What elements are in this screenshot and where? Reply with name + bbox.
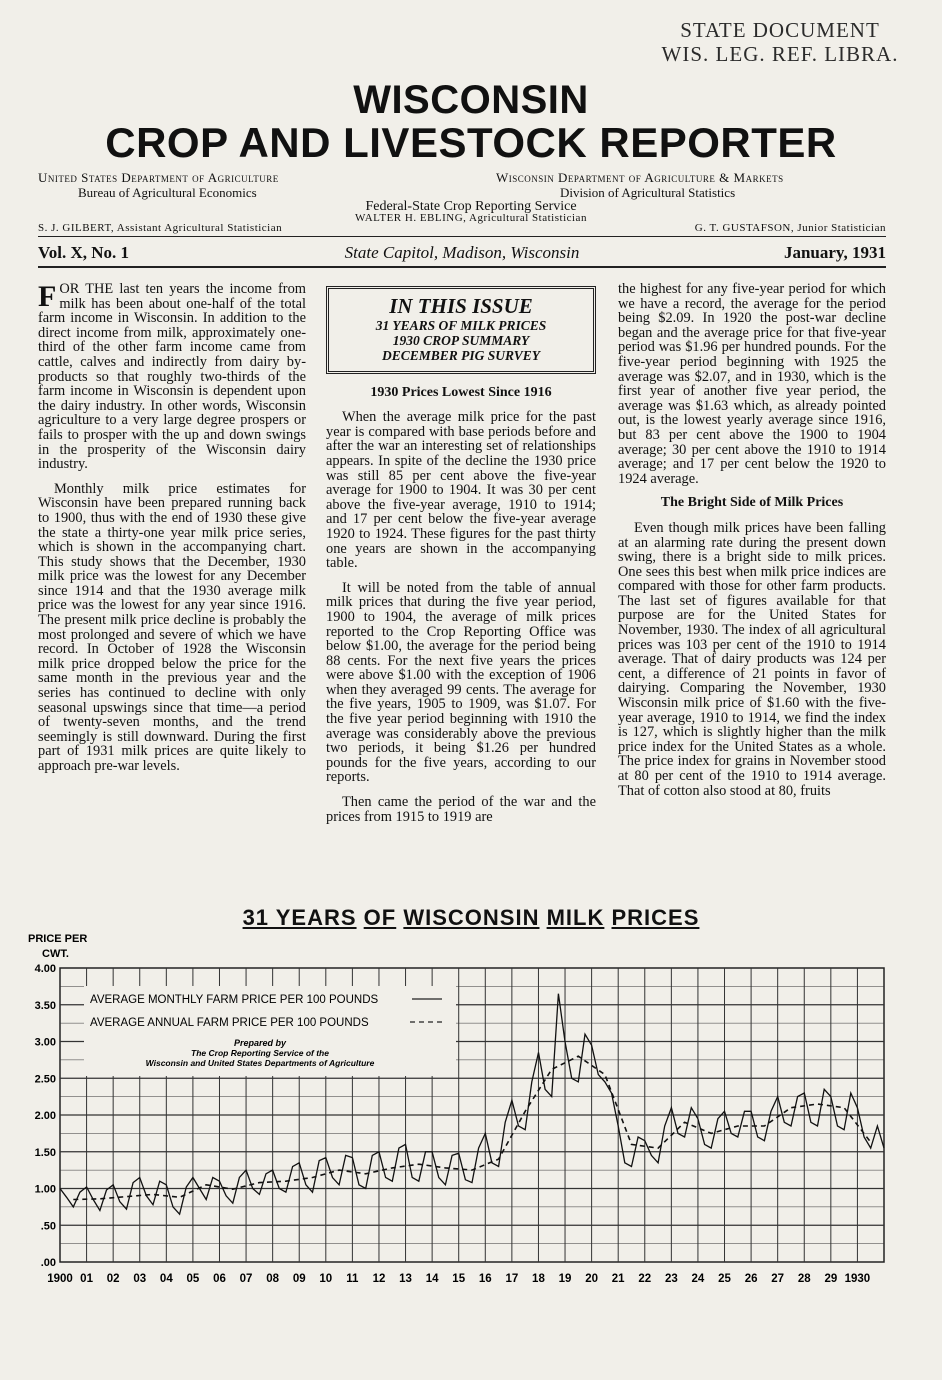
column-1 (38, 282, 306, 784)
y-axis-label-2: CWT. (42, 948, 69, 960)
x-tick-label: 27 (771, 1273, 785, 1285)
y-tick-label: 1.00 (34, 1183, 56, 1196)
x-tick-label: 04 (159, 1273, 173, 1285)
chief-statistician: WALTER H. EBLING, Agricultural Statistician (355, 212, 587, 224)
in-this-issue-box (326, 286, 596, 374)
column-3 (618, 282, 886, 808)
x-tick-label: 28 (797, 1273, 811, 1285)
col3-paragraph-2: Even though milk prices have been falling at an alarming rate during the present down swing, there is a bright side to milk prices. One sees this best when milk price indices are compared with those for other farm products. The last set of figures available for that purpose are for the United States for November, 1930. The index of all agricultural prices was 103 per cent of the 1910 to 1914 average. That of dairy products was 124 per cent, a difference of 21 points in favor of dairying. Comparing the November, 1930 Wisconsin milk price of $1.60 with the five-year average, 1910 to 1914, we find the index is 127, which is slightly higher than the milk price index for the United States as a whole. The price index for grains in November stood at 80 per cent of the 1910 to 1914 average. That of cotton also stood at 80, fruits (618, 519, 886, 799)
das-name: Division of Agricultural Statistics (560, 185, 736, 200)
x-tick-label: 15 (452, 1273, 466, 1285)
x-tick-label: 08 (266, 1273, 280, 1285)
publication-place: State Capitol, Madison, Wisconsin (344, 243, 580, 262)
x-tick-label: 01 (80, 1273, 93, 1285)
chart-title-part-5: PRICES (611, 905, 700, 930)
x-tick-label: 20 (585, 1273, 599, 1285)
legend-label-monthly: AVERAGE MONTHLY FARM PRICE PER 100 POUNDS (90, 994, 379, 1006)
legend-label-annual: AVERAGE ANNUAL FARM PRICE PER 100 POUNDS (90, 1017, 369, 1029)
y-tick-label: .00 (40, 1257, 56, 1269)
masthead-title-2: CROP AND LIVESTOCK REPORTER (105, 119, 837, 166)
x-tick-label: 14 (425, 1273, 439, 1285)
preparer-note-line: Wisconsin and United States Departments of Agriculture (145, 1058, 375, 1068)
x-tick-label: 19 (558, 1273, 572, 1285)
stamp-line-2: WIS. LEG. REF. LIBRA. (661, 42, 899, 66)
junior-statistician: G. T. GUSTAFSON, Junior Statistician (694, 222, 886, 234)
chart-title-part-1: 31 YEARS (242, 905, 357, 930)
masthead (0, 80, 942, 166)
chart-title-part-4: MILK (546, 905, 605, 930)
chart-legend (84, 986, 456, 1076)
assistant-statistician: S. J. GILBERT, Assistant Agricultural Statistician (38, 222, 283, 234)
col1-paragraph-2: Monthly milk price estimates for Wisconsin have been prepared running back to 1900, thus with the end of 1930 these give the state a thirty-one year milk price series, which is shown in the accompanying chart. This study shows that the December, 1930 milk price was the lowest for any December since 1914 and that the 1930 average milk price was the lowest for any year since 1916. The present milk price decline is probably the most prolonged and severe of which we have record. In October of 1928 the Wisconsin milk price dropped below the price for the same month in the previous year and the series has continued to decline with only seasonal upswings since that time—a period of twenty-seven months, and the trend seemingly is still downward. During the first part of 1931 milk prices are quite likely to approach pre-war levels. (38, 480, 306, 774)
y-axis-label: PRICE PER (28, 933, 88, 945)
col3-heading: The Bright Side of Milk Prices (660, 495, 844, 511)
divider-top (38, 236, 886, 237)
preparer-note-line: Prepared by (233, 1038, 287, 1048)
x-tick-label: 09 (292, 1273, 306, 1285)
issue-item-crop-summary: 1930 CROP SUMMARY (392, 332, 530, 348)
divider-bottom (38, 266, 886, 268)
issue-item-milk-prices: 31 YEARS OF MILK PRICES (375, 317, 547, 333)
x-tick-label: 05 (186, 1273, 200, 1285)
y-tick-label: .50 (40, 1220, 56, 1233)
preparer-note-line: The Crop Reporting Service of the (191, 1048, 329, 1058)
x-axis-ticks (47, 1273, 870, 1285)
col2-paragraph-1: When the average milk price for the past year is compared with base periods before and after the war an interesting set of relationships appears. In spite of the decline the 1930 price was still 85 per cent above the five-year average for 1900 to 1904. It was 30 per cent above the five-year average, 1910 to 1914; and 17 per cent below the five-year average 1920 to 1924. These figures for the past thirty one years are shown in the accompanying table. (326, 409, 596, 572)
x-tick-label: 24 (691, 1273, 705, 1285)
chart-title-part-3: WISCONSIN (403, 905, 540, 930)
x-tick-label: 29 (824, 1273, 838, 1285)
y-tick-label: 2.00 (34, 1110, 56, 1122)
volume-number: Vol. X, No. 1 (38, 243, 129, 262)
x-tick-label: 21 (611, 1273, 625, 1285)
x-tick-label: 17 (505, 1273, 519, 1285)
col2-heading: 1930 Prices Lowest Since 1916 (370, 384, 552, 400)
x-tick-label: 25 (718, 1273, 731, 1285)
wdam-name: Wisconsin Department of Agriculture & Markets (496, 170, 784, 185)
x-tick-label: 16 (478, 1273, 492, 1285)
col1-paragraph-1-text: OR THE last ten years the income from milk has been about one-half of the total farm income in Wisconsin. In addition to the direct income from milk, approximately one-third of the other farm income came from cattle, calves and indirectly from dairy by-products so that roughly two-thirds of the farm income in Wisconsin is dependent upon the dairy industry. In other words, Wisconsin agriculture to a very large degree prospers or fails to prosper with the up and down swings in the prosperity of the Wisconsin dairy industry. (38, 281, 306, 473)
x-tick-label: 11 (346, 1273, 359, 1285)
federal-agency (38, 170, 279, 200)
y-tick-label: 2.50 (34, 1073, 56, 1086)
y-tick-label: 3.50 (34, 999, 56, 1012)
stamp-line-1: STATE DOCUMENT (680, 18, 880, 42)
x-tick-label: 03 (133, 1273, 147, 1285)
issue-item-pig-survey: DECEMBER PIG SURVEY (381, 347, 541, 363)
issue-date: January, 1931 (783, 243, 886, 262)
x-tick-label: 1930 (844, 1273, 871, 1285)
y-tick-label: 1.50 (34, 1146, 56, 1159)
y-axis-ticks (35, 963, 56, 1269)
x-tick-label: 12 (372, 1273, 386, 1285)
col2-paragraph-3: Then came the period of the war and the prices from 1915 to 1919 are (326, 794, 596, 825)
reporting-service: Federal-State Crop Reporting Service (365, 199, 577, 214)
x-tick-label: 02 (106, 1273, 120, 1285)
x-tick-label: 10 (319, 1273, 333, 1285)
bae-name: Bureau of Agricultural Economics (78, 185, 257, 200)
drop-cap: F (38, 280, 57, 313)
x-tick-label: 23 (664, 1273, 678, 1285)
x-tick-label: 22 (638, 1273, 652, 1285)
x-tick-label: 13 (399, 1273, 412, 1285)
y-tick-label: 4.00 (34, 963, 56, 975)
chart-title-part-2: OF (363, 905, 397, 930)
x-tick-label: 06 (213, 1273, 226, 1285)
x-tick-label: 1900 (47, 1273, 73, 1285)
x-tick-label: 26 (744, 1273, 758, 1285)
x-tick-label: 18 (532, 1273, 545, 1285)
col1-paragraph-1 (38, 282, 306, 472)
masthead-title-1: WISCONSIN (353, 78, 589, 122)
library-stamp (640, 18, 920, 66)
milk-price-chart (0, 920, 942, 1290)
column-2 (326, 282, 596, 834)
col2-paragraph-2: It will be noted from the table of annual milk prices that during the five year period, 1900 to 1904, the average of milk prices reported to the Crop Reporting Office was below $1.00, the average for the period being 88 cents. For the next five years the prices were above $1.00 with the exception of 1906 when they averaged 99 cents. The average for the five years, 1905 to 1909, was $1.07. For the five year period beginning with 1910 the average was considerably above the previous two periods, it being $1.26 per hundred pounds for the five years, according to our reports. (326, 579, 596, 786)
x-tick-label: 07 (239, 1273, 253, 1285)
usda-name: United States Department of Agriculture (38, 170, 279, 185)
in-this-issue-heading: IN THIS ISSUE (389, 294, 533, 318)
col3-paragraph-1: the highest for any five-year period for which we have a record, the average for the period being $2.09. In 1920 the post-war decline began and the average price for that five-year period was $1.96 per hundred pounds. For the five-year period beginning with 1925 the average was $2.07, and in 1930, which is the first year of another five year period, the average was $1.63 which, as already pointed out, is the lowest yearly average since 1916, but 83 per cent above the 1900 to 1904 average; 30 per cent above the 1910 to 1914 average; and 17 per cent below the 1920 to 1924 average. (618, 281, 886, 487)
state-agency (496, 170, 784, 200)
y-tick-label: 3.00 (34, 1036, 56, 1049)
